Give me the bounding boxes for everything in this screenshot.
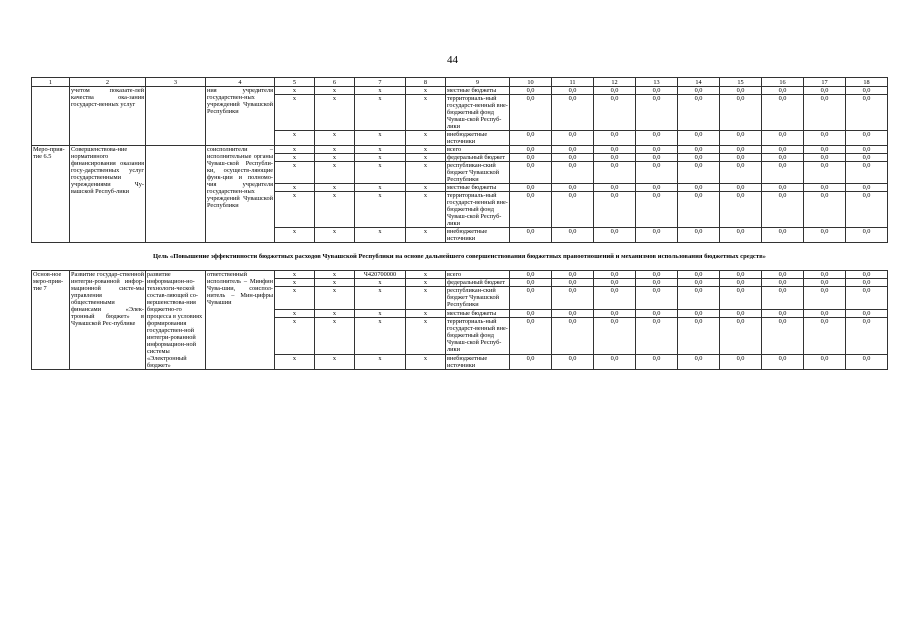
funding-source-cell: республикан-ский бюджет Чувашской Республики [446, 162, 510, 184]
budget-code-cell: x [406, 87, 446, 95]
amount-cell: 0,0 [678, 317, 720, 354]
budget-code-cell: x [406, 146, 446, 154]
budget-code-cell: x [355, 192, 406, 228]
amount-cell: 0,0 [636, 317, 678, 354]
funding-source-cell: территориаль-ный государст-венный вне-бюджетный фонд Чуваш-ской Респуб-лики [447, 95, 508, 130]
amount-cell: 0,0 [510, 87, 552, 95]
budget-code-cell: x [406, 309, 446, 317]
amount-cell: 0,0 [636, 162, 678, 184]
amount-cell: 0,0 [804, 354, 846, 369]
amount-cell: 0,0 [804, 192, 846, 228]
amount-cell: 0,0 [510, 131, 552, 146]
event-name-cell: учетом показате-лей качества ока-зания государст-венных услуг [70, 87, 146, 146]
amount-cell: 0,0 [510, 154, 552, 162]
amount-cell: 0,0 [720, 309, 762, 317]
amount-cell: 0,0 [846, 192, 888, 228]
amount-cell: 0,0 [594, 95, 636, 131]
amount-cell: 0,0 [678, 87, 720, 95]
amount-cell: 0,0 [510, 271, 552, 279]
amount-cell: 0,0 [552, 271, 594, 279]
task-link-cell: развитие информацион-но-технологи-ческой состав-ляющей со-вершенствова-ния бюджетно-го процесса в условиях формирования государствен-ной интегри-рованной информацион-ной системы «Электронный бюджет» [146, 271, 206, 370]
amount-cell: 0,0 [762, 271, 804, 279]
amount-cell: 0,0 [594, 354, 636, 369]
budget-code-cell: x [315, 317, 355, 354]
amount-cell: 0,0 [846, 309, 888, 317]
budget-code-cell: x [275, 87, 315, 95]
budget-code-cell: x [315, 162, 355, 184]
budget-code-cell: x [315, 354, 355, 369]
amount-cell: 0,0 [846, 184, 888, 192]
amount-cell: 0,0 [762, 317, 804, 354]
budget-code-cell: x [355, 354, 406, 369]
amount-cell: 0,0 [552, 184, 594, 192]
goal-row [32, 243, 888, 271]
amount-cell: 0,0 [552, 228, 594, 243]
header-cell: 6 [315, 78, 355, 87]
budget-code-cell: x [406, 192, 446, 228]
funding-source-cell: республикан-ский бюджет Чувашской Республики [446, 287, 510, 309]
amount-cell: 0,0 [720, 279, 762, 287]
amount-cell: 0,0 [804, 279, 846, 287]
budget-code-cell: x [406, 287, 446, 309]
amount-cell: 0,0 [552, 279, 594, 287]
amount-cell: 0,0 [720, 184, 762, 192]
header-cell: 11 [552, 78, 594, 87]
budget-code-cell: x [275, 309, 315, 317]
amount-cell: 0,0 [510, 146, 552, 154]
amount-cell: 0,0 [678, 287, 720, 309]
event-code-cell: Меро-прия-тие 6.5 [32, 146, 70, 243]
executor-cell: ответственный исполнитель – Минфин Чува-шии, соиспол-нитель – Мин-цифры Чувашии [206, 271, 275, 370]
amount-cell: 0,0 [804, 228, 846, 243]
budget-code-cell: x [406, 95, 446, 131]
amount-cell: 0,0 [678, 271, 720, 279]
amount-cell: 0,0 [594, 271, 636, 279]
amount-cell: 0,0 [846, 162, 888, 184]
amount-cell: 0,0 [678, 192, 720, 228]
funding-source-cell: местные бюджеты [446, 184, 510, 192]
header-cell: 18 [846, 78, 888, 87]
amount-cell: 0,0 [804, 271, 846, 279]
amount-cell: 0,0 [720, 131, 762, 146]
funding-source-cell: федеральный бюджет [446, 279, 510, 287]
amount-cell: 0,0 [594, 228, 636, 243]
amount-cell: 0,0 [762, 146, 804, 154]
header-cell: 16 [762, 78, 804, 87]
budget-code-cell: x [275, 162, 315, 184]
amount-cell: 0,0 [804, 317, 846, 354]
budget-code-cell: x [355, 279, 406, 287]
amount-cell: 0,0 [720, 317, 762, 354]
amount-cell: 0,0 [594, 154, 636, 162]
amount-cell: 0,0 [846, 354, 888, 369]
amount-cell: 0,0 [720, 154, 762, 162]
budget-code-cell: x [406, 131, 446, 146]
amount-cell: 0,0 [762, 95, 804, 131]
executor-cell: соисполнители – исполнительные органы Чуваш-ской Республи-ки, осуществ-ляющие функ-ции и полномо-чия учредителя государствен-ных учреждений Чувашской Республики [206, 146, 275, 243]
amount-cell: 0,0 [636, 131, 678, 146]
budget-code-cell: x [355, 95, 406, 131]
amount-cell: 0,0 [678, 154, 720, 162]
amount-cell: 0,0 [762, 87, 804, 95]
amount-cell: 0,0 [678, 309, 720, 317]
event-name-cell: Совершенствова-ние нормативного финансирования оказания госу-дарственных услуг государственными учреждениями Чу-вашской Респуб-лики [70, 146, 146, 243]
amount-cell: 0,0 [636, 354, 678, 369]
budget-code-cell: x [275, 317, 315, 354]
budget-code-cell: x [315, 309, 355, 317]
amount-cell: 0,0 [594, 309, 636, 317]
budget-code-cell: x [275, 184, 315, 192]
amount-cell: 0,0 [594, 287, 636, 309]
amount-cell: 0,0 [594, 192, 636, 228]
budget-code-cell: x [355, 162, 406, 184]
task-link-cell [146, 146, 206, 243]
budget-code-cell: x [406, 317, 446, 354]
header-cell: 8 [406, 78, 446, 87]
budget-code-cell: x [315, 184, 355, 192]
budget-code-cell: x [275, 192, 315, 228]
budget-code-cell: x [315, 228, 355, 243]
budget-code-cell: x [275, 154, 315, 162]
budget-code-cell: x [355, 87, 406, 95]
amount-cell: 0,0 [594, 87, 636, 95]
table-row [32, 146, 888, 154]
amount-cell: 0,0 [720, 162, 762, 184]
task-link-cell [146, 87, 206, 146]
amount-cell: 0,0 [762, 309, 804, 317]
header-cell: 13 [636, 78, 678, 87]
budget-code-cell: x [355, 131, 406, 146]
amount-cell: 0,0 [636, 87, 678, 95]
budget-code-cell: x [355, 317, 406, 354]
amount-cell: 0,0 [636, 287, 678, 309]
amount-cell: 0,0 [720, 95, 762, 131]
amount-cell: 0,0 [846, 228, 888, 243]
budget-code-cell: x [275, 95, 315, 131]
funding-source-cell: федеральный бюджет [446, 154, 510, 162]
budget-code-cell: x [275, 271, 315, 279]
budget-code-cell: x [315, 287, 355, 309]
amount-cell: 0,0 [804, 287, 846, 309]
amount-cell: 0,0 [510, 162, 552, 184]
event-code-cell [32, 87, 70, 146]
amount-cell: 0,0 [594, 162, 636, 184]
amount-cell: 0,0 [762, 354, 804, 369]
header-cell: 2 [70, 78, 146, 87]
amount-cell: 0,0 [594, 317, 636, 354]
budget-table [31, 77, 888, 370]
amount-cell: 0,0 [846, 131, 888, 146]
amount-cell: 0,0 [762, 154, 804, 162]
amount-cell: 0,0 [804, 146, 846, 154]
funding-source-cell: местные бюджеты [446, 87, 510, 95]
amount-cell: 0,0 [510, 317, 552, 354]
amount-cell: 0,0 [804, 95, 846, 131]
header-cell: 1 [32, 78, 70, 87]
funding-source-cell: территориаль-ный государст-венный вне-бюджетный фонд Чуваш-ской Респуб-лики [447, 192, 508, 227]
budget-code-cell: x [315, 192, 355, 228]
amount-cell: 0,0 [804, 131, 846, 146]
budget-code-cell: x [275, 279, 315, 287]
amount-cell: 0,0 [594, 131, 636, 146]
budget-code-cell: x [355, 287, 406, 309]
budget-code-cell: x [406, 354, 446, 369]
amount-cell: 0,0 [804, 154, 846, 162]
amount-cell: 0,0 [720, 271, 762, 279]
budget-code-cell: x [355, 228, 406, 243]
header-cell: 5 [275, 78, 315, 87]
budget-code-cell: x [315, 154, 355, 162]
budget-code-cell: x [315, 271, 355, 279]
table-body [32, 78, 888, 370]
amount-cell: 0,0 [804, 309, 846, 317]
funding-source-cell: территориаль-ный государст-венный вне-бюджетный фонд Чуваш-ской Респуб-лики [447, 317, 508, 353]
amount-cell: 0,0 [636, 154, 678, 162]
budget-code-cell: x [406, 279, 446, 287]
header-cell: 3 [146, 78, 206, 87]
amount-cell: 0,0 [720, 354, 762, 369]
header-cell: 4 [206, 78, 275, 87]
amount-cell: 0,0 [804, 184, 846, 192]
event-name-cell: Развитие государ-ственной интегри-рованной инфор-мационной систе-мы управления общественными финансами «Элек-тронный бюджет» в Чувашской Рес-публике [70, 271, 146, 370]
amount-cell: 0,0 [762, 279, 804, 287]
budget-code-cell: x [355, 309, 406, 317]
budget-code-cell: x [275, 354, 315, 369]
budget-code-cell: x [355, 184, 406, 192]
amount-cell: 0,0 [636, 279, 678, 287]
amount-cell: 0,0 [678, 146, 720, 154]
amount-cell: 0,0 [636, 228, 678, 243]
budget-code-cell: x [275, 287, 315, 309]
amount-cell: 0,0 [678, 279, 720, 287]
amount-cell: 0,0 [552, 192, 594, 228]
budget-code-cell: x [315, 131, 355, 146]
amount-cell: 0,0 [678, 184, 720, 192]
funding-source-cell: внебюджетные источники [446, 228, 510, 243]
header-cell: 7 [355, 78, 406, 87]
amount-cell: 0,0 [846, 279, 888, 287]
amount-cell: 0,0 [636, 309, 678, 317]
amount-cell: 0,0 [846, 95, 888, 131]
amount-cell: 0,0 [720, 146, 762, 154]
amount-cell: 0,0 [510, 192, 552, 228]
funding-source-cell: всего [446, 271, 510, 279]
amount-cell: 0,0 [846, 271, 888, 279]
amount-cell: 0,0 [510, 228, 552, 243]
amount-cell: 0,0 [678, 228, 720, 243]
table-row [32, 87, 888, 95]
amount-cell: 0,0 [762, 228, 804, 243]
budget-code-cell: x [275, 228, 315, 243]
header-cell: 10 [510, 78, 552, 87]
amount-cell: 0,0 [552, 146, 594, 154]
amount-cell: 0,0 [636, 146, 678, 154]
budget-code-cell: x [315, 87, 355, 95]
header-cell: 14 [678, 78, 720, 87]
funding-source-cell: местные бюджеты [446, 309, 510, 317]
amount-cell: 0,0 [762, 184, 804, 192]
amount-cell: 0,0 [510, 309, 552, 317]
amount-cell: 0,0 [762, 131, 804, 146]
amount-cell: 0,0 [552, 317, 594, 354]
amount-cell: 0,0 [804, 87, 846, 95]
header-cell: 12 [594, 78, 636, 87]
amount-cell: 0,0 [510, 354, 552, 369]
amount-cell: 0,0 [552, 309, 594, 317]
event-code-cell: Основ-ное меро-прия-тие 7 [32, 271, 70, 370]
amount-cell: 0,0 [552, 131, 594, 146]
amount-cell: 0,0 [720, 287, 762, 309]
header-cell: 15 [720, 78, 762, 87]
budget-code-cell: x [406, 154, 446, 162]
budget-code-cell: x [355, 154, 406, 162]
amount-cell: 0,0 [846, 146, 888, 154]
amount-cell: 0,0 [720, 192, 762, 228]
amount-cell: 0,0 [510, 287, 552, 309]
amount-cell: 0,0 [594, 184, 636, 192]
amount-cell: 0,0 [846, 317, 888, 354]
amount-cell: 0,0 [846, 87, 888, 95]
amount-cell: 0,0 [510, 279, 552, 287]
amount-cell: 0,0 [552, 287, 594, 309]
budget-code-cell: x [315, 146, 355, 154]
budget-code-cell: x [406, 184, 446, 192]
header-cell: 9 [446, 78, 510, 87]
goal-title: Цель «Повышение эффективности бюджетных расходов Чувашской Республики на основе дальнейшего совершенствования бюджетных правоотношений и механизмов использования бюджетных средств» [32, 243, 888, 271]
amount-cell: 0,0 [636, 184, 678, 192]
amount-cell: 0,0 [594, 279, 636, 287]
amount-cell: 0,0 [552, 354, 594, 369]
amount-cell: 0,0 [762, 162, 804, 184]
budget-code-cell: x [315, 279, 355, 287]
budget-code-cell: x [275, 146, 315, 154]
amount-cell: 0,0 [678, 131, 720, 146]
amount-cell: 0,0 [510, 95, 552, 131]
amount-cell: 0,0 [762, 287, 804, 309]
amount-cell: 0,0 [552, 154, 594, 162]
funding-source-cell: всего [446, 146, 510, 154]
amount-cell: 0,0 [678, 354, 720, 369]
funding-source-cell: внебюджетные источники [446, 354, 510, 369]
executor-cell: ния учредителя государствен-ных учреждений Чувашской Республики [206, 87, 275, 146]
table-row [32, 271, 888, 279]
header-cell: 17 [804, 78, 846, 87]
amount-cell: 0,0 [552, 95, 594, 131]
amount-cell: 0,0 [636, 95, 678, 131]
budget-code-cell: x [406, 228, 446, 243]
budget-code-cell: x [315, 95, 355, 131]
amount-cell: 0,0 [678, 162, 720, 184]
amount-cell: 0,0 [804, 162, 846, 184]
column-number-header-row [32, 78, 888, 87]
amount-cell: 0,0 [720, 228, 762, 243]
budget-code-cell: x [406, 271, 446, 279]
amount-cell: 0,0 [636, 192, 678, 228]
amount-cell: 0,0 [636, 271, 678, 279]
funding-source-cell: внебюджетные источники [446, 131, 510, 146]
amount-cell: 0,0 [678, 95, 720, 131]
amount-cell: 0,0 [510, 184, 552, 192]
budget-code-cell: x [355, 146, 406, 154]
amount-cell: 0,0 [846, 287, 888, 309]
page-number: 44 [447, 54, 458, 66]
budget-code-cell: Ч420700000 [355, 271, 406, 279]
amount-cell: 0,0 [720, 87, 762, 95]
budget-code-cell: x [275, 131, 315, 146]
amount-cell: 0,0 [594, 146, 636, 154]
amount-cell: 0,0 [552, 162, 594, 184]
amount-cell: 0,0 [552, 87, 594, 95]
amount-cell: 0,0 [762, 192, 804, 228]
amount-cell: 0,0 [846, 154, 888, 162]
budget-code-cell: x [406, 162, 446, 184]
